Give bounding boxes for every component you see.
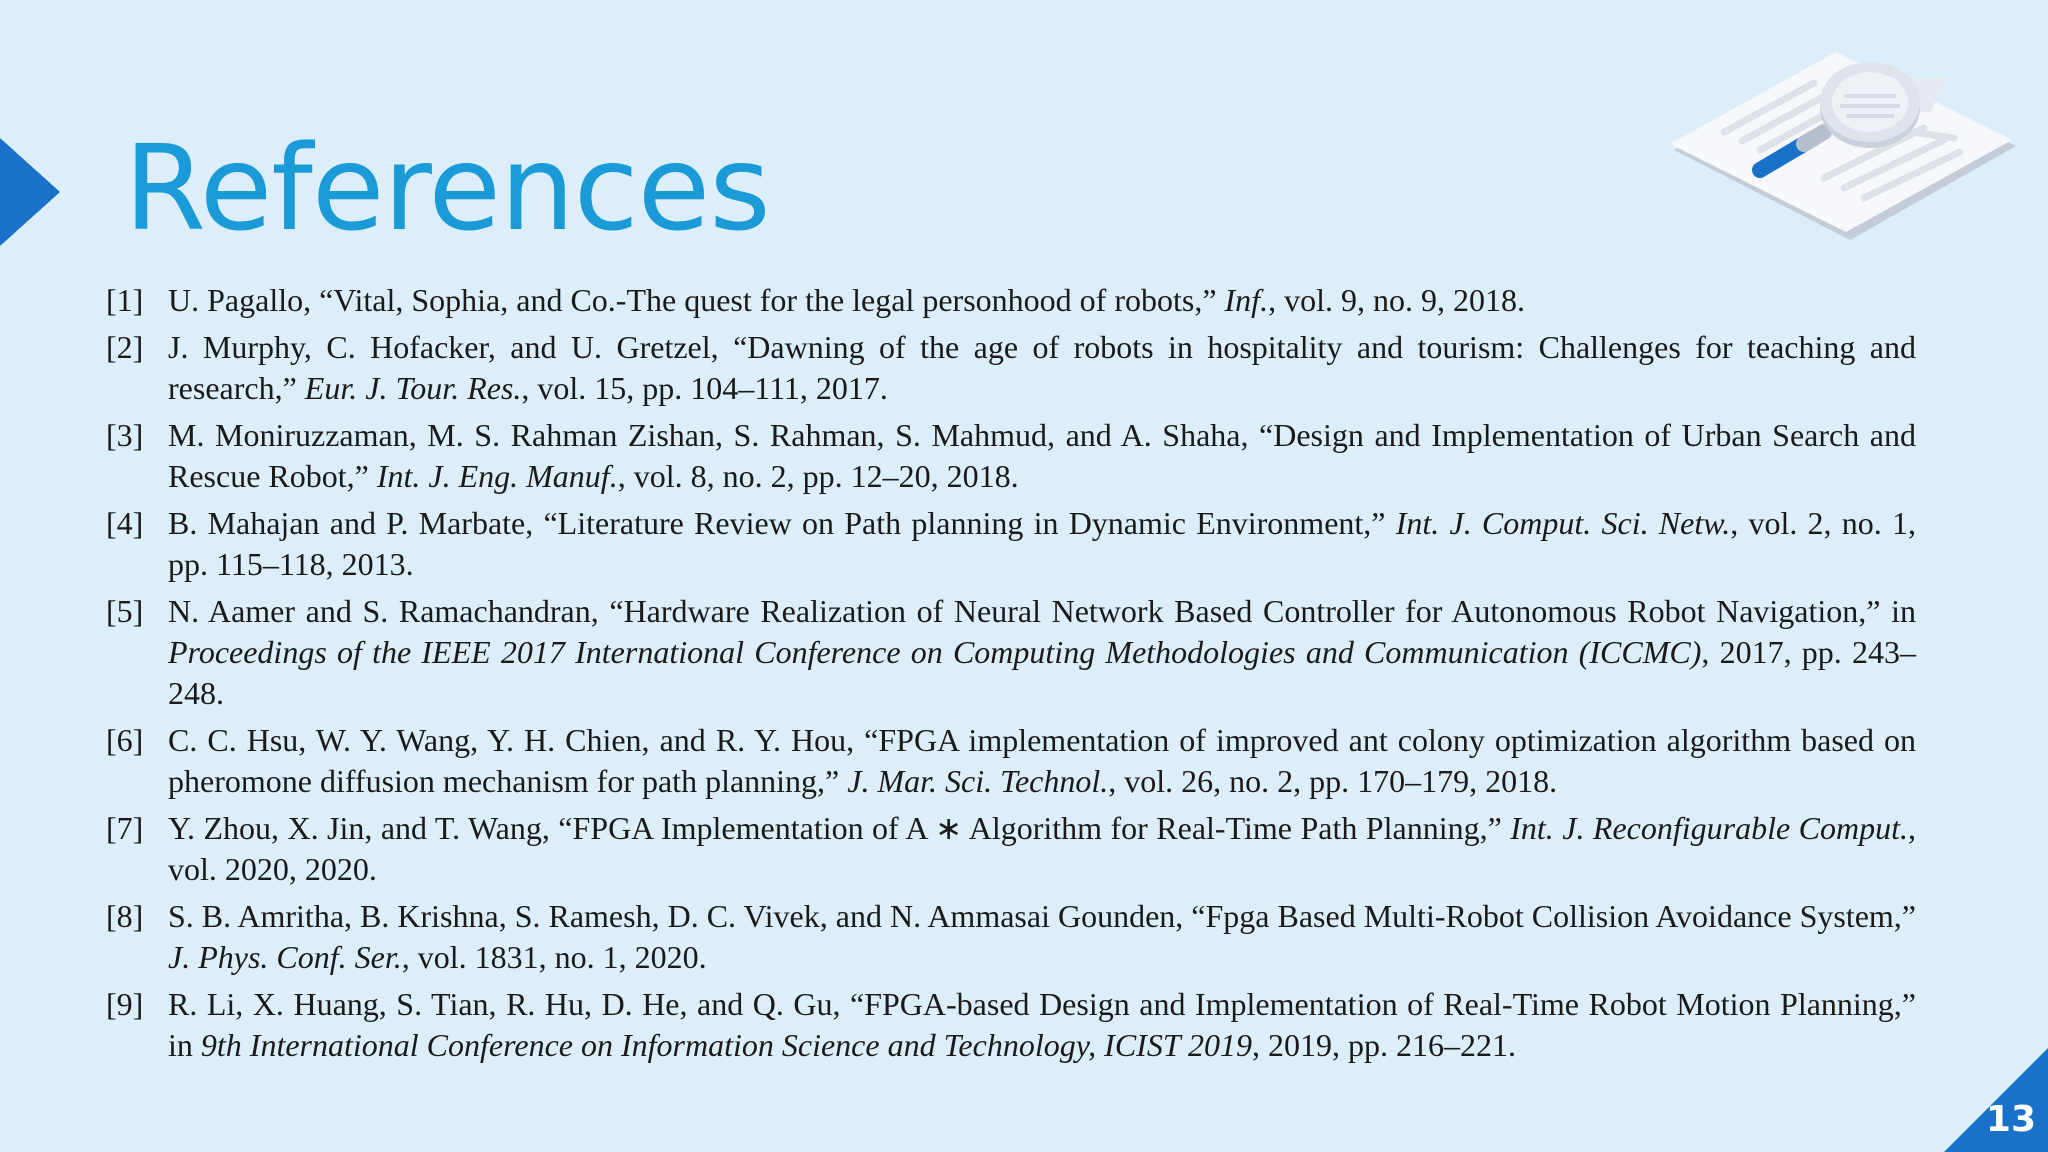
reference-text	[168, 415, 1916, 497]
reference-item	[106, 327, 1916, 409]
reference-number: [9]	[106, 986, 144, 1022]
reference-item	[106, 415, 1916, 497]
reference-number: [3]	[106, 417, 144, 453]
reference-source: Inf.	[1224, 282, 1269, 318]
reference-number: [2]	[106, 329, 144, 365]
reference-text	[168, 503, 1916, 585]
reference-number: [4]	[106, 505, 144, 541]
reference-number: [1]	[106, 282, 144, 318]
reference-segment: , vol. 1831, no. 1, 2020.	[401, 939, 707, 975]
reference-item	[106, 984, 1916, 1066]
reference-segment: M. Moniruzzaman, M. S. Rahman Zishan, S. Rahman, S. Mahmud, and A. Shaha, “Design and Implementation of Urban Search and Rescue Robot,”	[168, 417, 1916, 494]
reference-segment: Y. Zhou, X. Jin, and T. Wang, “FPGA Implementation of A ∗ Algorithm for Real-Time Path Planning,”	[168, 810, 1511, 846]
reference-segment: R. Li, X. Huang, S. Tian, R. Hu, D. He, and Q. Gu, “FPGA-based Design and Implementation of Real-Time Robot Motion Planning,” in	[168, 986, 1916, 1063]
reference-segment: , 2017, pp. 243–248.	[168, 634, 1917, 711]
reference-segment: S. B. Amritha, B. Krishna, S. Ramesh, D. C. Vivek, and N. Ammasai Gounden, “Fpga Based Multi-Robot Collision Avoidance System,”	[168, 898, 1916, 934]
reference-source: J. Phys. Conf. Ser.	[168, 939, 402, 975]
reference-item	[106, 591, 1916, 714]
reference-segment: B. Mahajan and P. Marbate, “Literature Review on Path planning in Dynamic Environment,”	[168, 505, 1396, 541]
reference-source: J. Mar. Sci. Technol.	[847, 763, 1109, 799]
reference-text	[168, 808, 1916, 890]
page-title: References	[124, 119, 770, 257]
reference-source: Proceedings of the IEEE 2017 International Conference on Computing Methodologies and Communication (ICCMC)	[168, 634, 1702, 670]
reference-number: [5]	[106, 593, 144, 629]
reference-source: Int. J. Comput. Sci. Netw.	[1395, 505, 1731, 541]
document-magnifier-icon	[1664, 28, 2024, 248]
reference-segment: , 2019, pp. 216–221.	[1252, 1027, 1517, 1063]
reference-item	[106, 720, 1916, 802]
reference-segment: , vol. 2, no. 1, pp. 115–118, 2013.	[168, 505, 1917, 582]
reference-segment: , vol. 15, pp. 104–111, 2017.	[521, 370, 888, 406]
reference-item	[106, 280, 1916, 321]
triangle-marker-icon	[0, 138, 60, 246]
reference-text	[168, 896, 1916, 978]
reference-segment: U. Pagallo, “Vital, Sophia, and Co.-The quest for the legal personhood of robots,”	[168, 282, 1225, 318]
reference-item	[106, 503, 1916, 585]
reference-text	[168, 720, 1916, 802]
reference-list	[106, 280, 1916, 1072]
reference-segment: , vol. 26, no. 2, pp. 170–179, 2018.	[1108, 763, 1558, 799]
reference-segment: , vol. 9, no. 9, 2018.	[1268, 282, 1525, 318]
reference-segment: J. Murphy, C. Hofacker, and U. Gretzel, “Dawning of the age of robots in hospitality and tourism: Challenges for teaching and research,”	[168, 329, 1916, 406]
reference-number: [6]	[106, 722, 144, 758]
reference-source: Int. J. Reconfigurable Comput.	[1510, 810, 1909, 846]
reference-segment: N. Aamer and S. Ramachandran, “Hardware Realization of Neural Network Based Controller for Autonomous Robot Navigation,” in	[168, 593, 1916, 629]
reference-text	[168, 984, 1916, 1066]
reference-segment: , vol. 2020, 2020.	[168, 810, 1917, 887]
page-number: 13	[1985, 1099, 2036, 1140]
reference-text	[168, 327, 1916, 409]
reference-segment: C. C. Hsu, W. Y. Wang, Y. H. Chien, and R. Y. Hou, “FPGA implementation of improved ant colony optimization algorithm based on pheromone diffusion mechanism for path planning,”	[168, 722, 1916, 799]
reference-item	[106, 896, 1916, 978]
reference-text	[168, 591, 1916, 714]
reference-source: Eur. J. Tour. Res.	[304, 370, 522, 406]
reference-number: [7]	[106, 810, 144, 846]
reference-number: [8]	[106, 898, 144, 934]
reference-segment: , vol. 8, no. 2, pp. 12–20, 2018.	[617, 458, 1019, 494]
reference-item	[106, 808, 1916, 890]
reference-source: Int. J. Eng. Manuf.	[376, 458, 618, 494]
reference-source: 9th International Conference on Information Science and Technology, ICIST 2019	[200, 1027, 1253, 1063]
reference-text	[168, 280, 1916, 321]
